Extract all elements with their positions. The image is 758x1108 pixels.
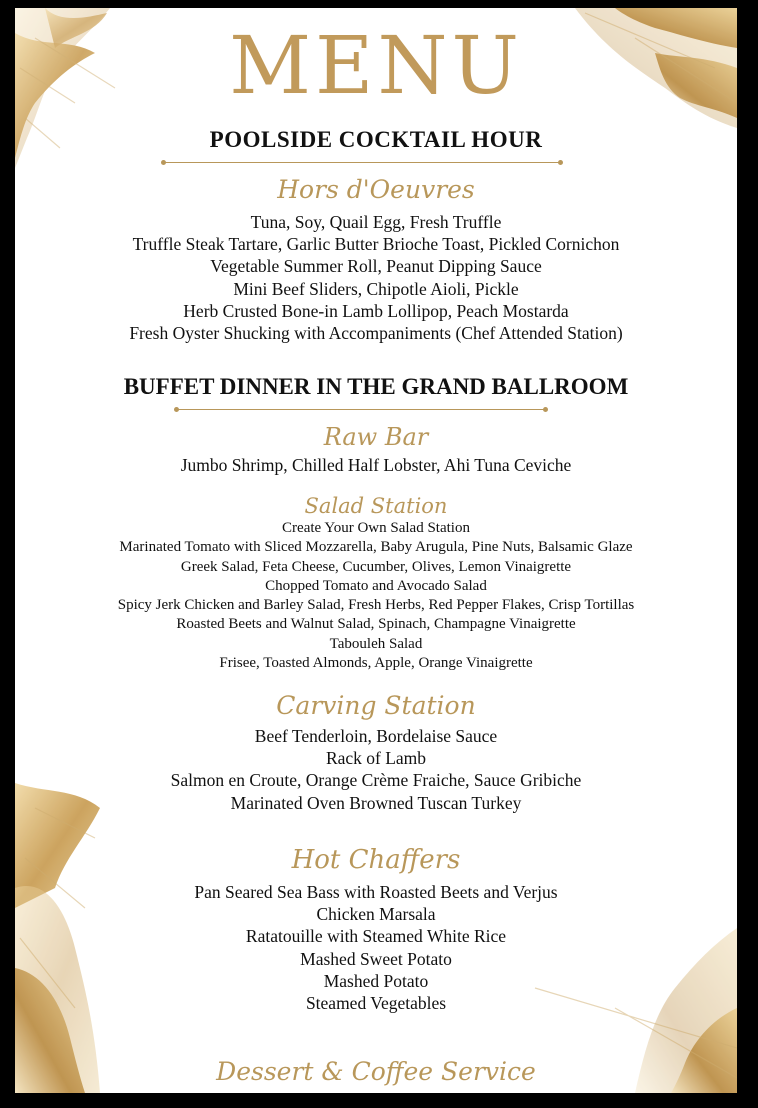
list-item: Tuna, Soy, Quail Egg, Fresh Truffle xyxy=(250,212,502,232)
list-item: Tabouleh Salad xyxy=(329,635,423,652)
list-item: Marinated Oven Browned Tuscan Turkey xyxy=(230,792,522,813)
list-item: Frisee, Toasted Almonds, Apple, Orange Vinaigrette xyxy=(219,655,533,672)
page-title: MENU xyxy=(229,19,523,112)
menu-page xyxy=(15,8,737,1093)
list-item: Truffle Steak Tartare, Garlic Butter Brioche Toast, Pickled Cornichon xyxy=(132,234,620,255)
list-item: Jumbo Shrimp, Chilled Half Lobster, Ahi Tuna Ceviche xyxy=(180,455,572,475)
list-item: Rack of Lamb xyxy=(325,748,427,769)
list-item: Chicken Marsala xyxy=(316,904,436,925)
list-item: Roasted Beets and Walnut Salad, Spinach, Champagne Vinaigrette xyxy=(176,616,576,633)
salad-station-heading: Salad Station xyxy=(304,494,448,518)
hot-chaffers-items xyxy=(15,881,737,1014)
cocktail-items xyxy=(15,211,737,344)
list-item: Mini Beef Sliders, Chipotle Aioli, Pickle xyxy=(233,278,519,299)
list-item: Mashed Potato xyxy=(323,970,429,991)
raw-bar-heading: Raw Bar xyxy=(323,423,429,451)
list-item: Steamed Vegetables xyxy=(305,993,447,1014)
list-item: Chopped Tomato and Avocado Salad xyxy=(265,577,487,594)
list-item: Beef Tenderloin, Bordelaise Sauce xyxy=(254,726,498,746)
list-item: Fresh Oyster Shucking with Accompaniments (Chef Attended Station) xyxy=(129,323,623,344)
divider xyxy=(163,162,561,163)
carving-station-heading: Carving Station xyxy=(276,691,476,720)
cocktail-heading: POOLSIDE COCKTAIL HOUR xyxy=(209,127,543,152)
list-item: Ratatouille with Steamed White Rice xyxy=(245,926,507,947)
list-item: Herb Crusted Bone-in Lamb Lollipop, Peach Mostarda xyxy=(183,300,569,321)
dessert-coffee-heading: Dessert & Coffee Service xyxy=(216,1057,536,1086)
list-item: Greek Salad, Feta Cheese, Cucumber, Olives, Lemon Vinaigrette xyxy=(180,558,572,575)
list-item: Pan Seared Sea Bass with Roasted Beets and Verjus xyxy=(194,882,558,902)
list-item: Spicy Jerk Chicken and Barley Salad, Fresh Herbs, Red Pepper Flakes, Crisp Tortillas xyxy=(117,597,635,614)
carving-items xyxy=(15,725,737,814)
hot-chaffers-heading: Hot Chaffers xyxy=(291,845,461,875)
list-item: Create Your Own Salad Station xyxy=(282,520,470,536)
divider xyxy=(176,409,546,410)
salad-items xyxy=(15,519,737,673)
list-item: Marinated Tomato with Sliced Mozzarella, Baby Arugula, Pine Nuts, Balsamic Glaze xyxy=(119,539,633,556)
list-item: Vegetable Summer Roll, Peanut Dipping Sauce xyxy=(210,256,542,277)
hors-doeuvres-heading: Hors d'Oeuvres xyxy=(277,175,475,204)
raw-bar-items xyxy=(15,454,737,476)
buffet-heading: BUFFET DINNER IN THE GRAND BALLROOM xyxy=(123,374,629,399)
list-item: Salmon en Croute, Orange Crème Fraiche, Sauce Gribiche xyxy=(170,770,582,791)
list-item: Mashed Sweet Potato xyxy=(300,948,452,969)
